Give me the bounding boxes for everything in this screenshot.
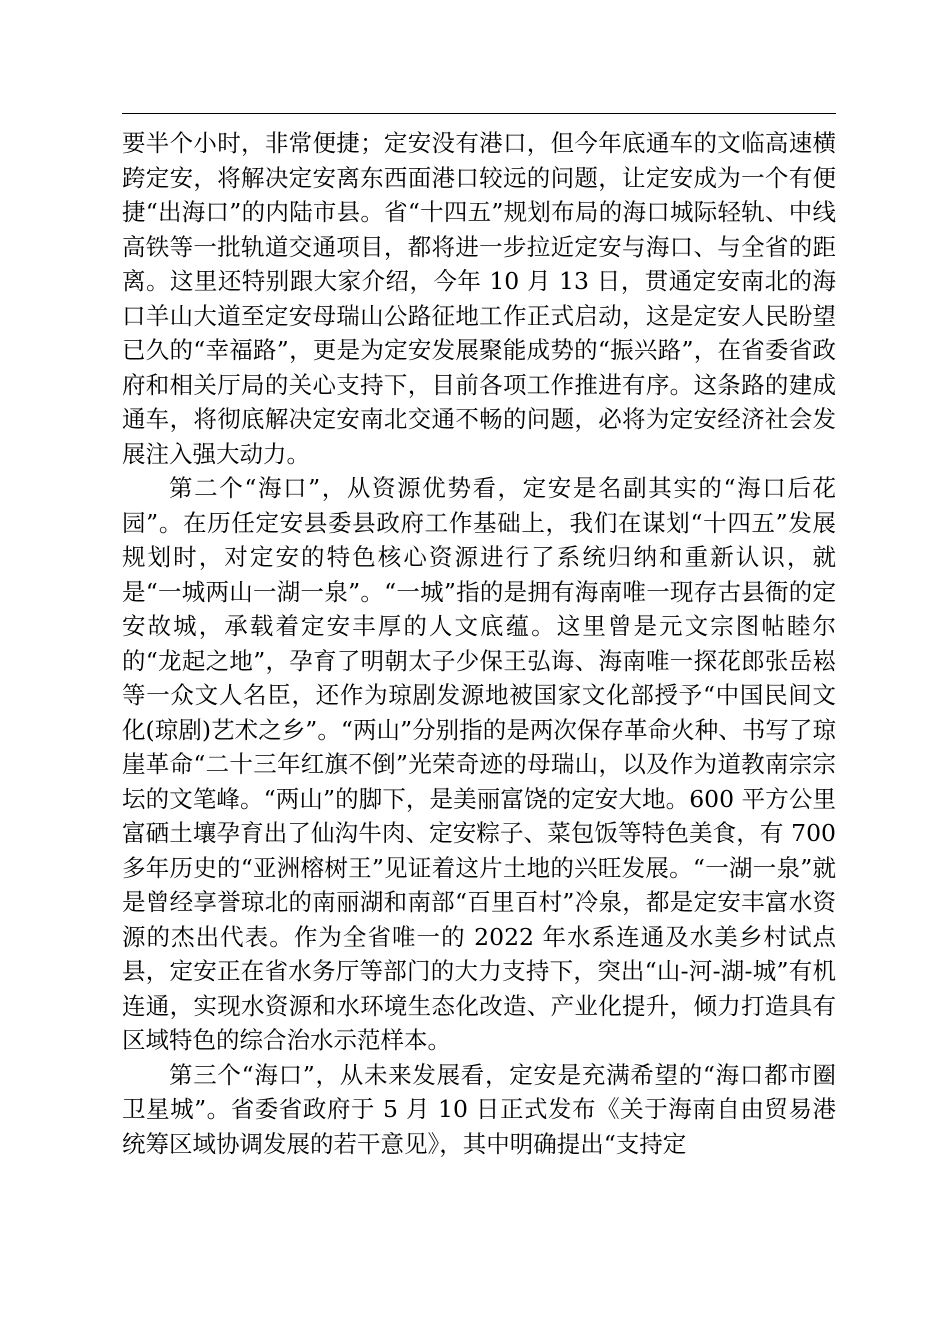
paragraph-continuation: 要半个小时，非常便捷；定安没有港口，但今年底通车的文临高速横跨定安，将解决定安离东西面港口较远的问题，让定安成为一个有便捷“出海口”的内陆市县。省“十四五”规划布局的海口城际轻轨、中线高铁等一批轨道交通项目，都将进一步拉近定安与海口、与全省的距离。这里还特别跟大家介绍，今年 10 月 13 日，贯通定安南北的海口羊山大道至定安母瑞山公路征地工作正式启动，这是定安人民盼望已久的“幸福路”，更是为定安发展聚能成势的“振兴路”，在省委省政府和相关厅局的关心支持下，目前各项工作推进有序。这条路的建成通车，将彻底解决定安南北交通不畅的问题，必将为定安经济社会发展注入强大动力。 bbox=[122, 129, 836, 468]
paragraph-third-haikou: 第三个“海口”，从未来发展看，定安是充满希望的“海口都市圈卫星城”。省委省政府于 5 月 10 日正式发布《关于海南自由贸易港统筹区域协调发展的若干意见》，其中明确提出“支持定 bbox=[122, 1060, 836, 1158]
header-rule bbox=[122, 113, 836, 114]
paragraph-second-haikou: 第二个“海口”，从资源优势看，定安是名副其实的“海口后花园”。在历任定安县委县政府工作基础上，我们在谋划“十四五”发展规划时，对定安的特色核心资源进行了系统归纳和重新认识，就是“一城两山一湖一泉”。“一城”指的是拥有海南唯一现存古县衙的定安故城，承载着定安丰厚的人文底蕴。这里曾是元文宗图帖睦尔的“龙起之地”，孕育了明朝太子少保王弘诲、海南唯一探花郎张岳崧等一众文人名臣，还作为琼剧发源地被国家文化部授予“中国民间文化(琼剧)艺术之乡”。“两山”分别指的是两次保存革命火种、书写了琼崖革命“二十三年红旗不倒”光荣奇迹的母瑞山，以及作为道教南宗宗坛的文笔峰。“两山”的脚下，是美丽富饶的定安大地。600 平方公里富硒土壤孕育出了仙沟牛肉、定安粽子、菜包饭等特色美食，有 700 多年历史的“亚洲榕树王”见证着这片土地的兴旺发展。“一湖一泉”就是曾经享誉琼北的南丽湖和南部“百里百村”冷泉，都是定安丰富水资源的杰出代表。作为全省唯一的 2022 年水系连通及水美乡村试点县，定安正在省水务厅等部门的大力支持下，突出“山-河-湖-城”有机连通，实现水资源和水环境生态化改造、产业化提升，倾力打造具有区域特色的综合治水示范样本。 bbox=[122, 474, 836, 1054]
document-body bbox=[122, 126, 836, 1161]
